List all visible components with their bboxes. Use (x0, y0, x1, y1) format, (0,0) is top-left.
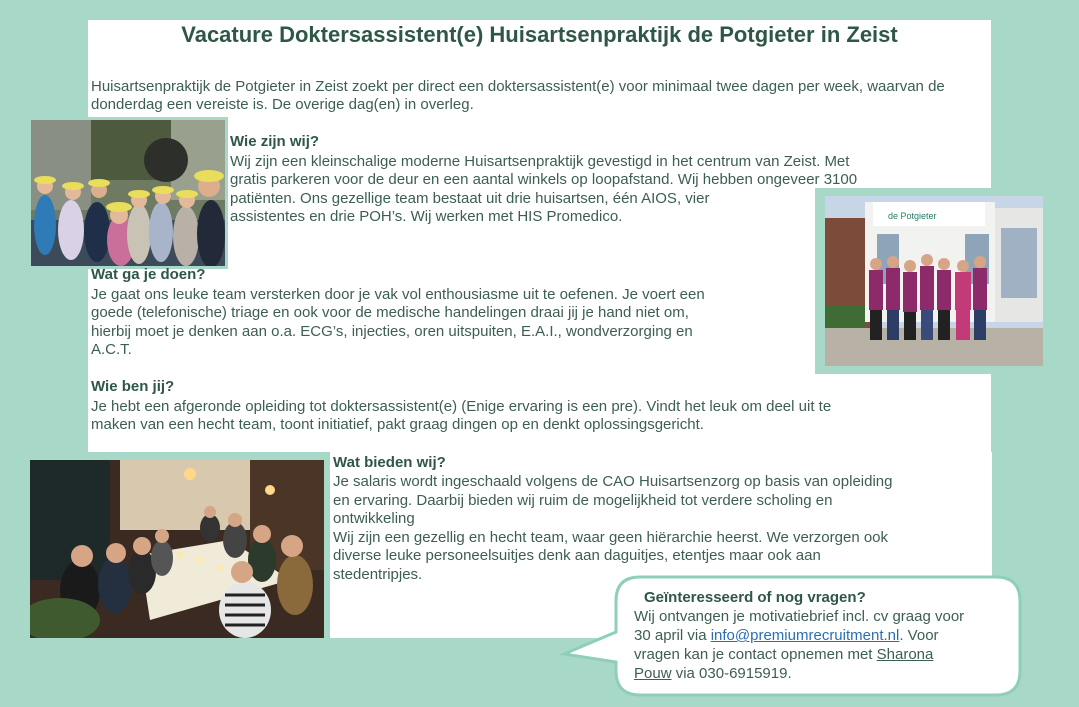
section-line: Wij zijn een gezellig en hecht team, waar geen hiërarchie heerst. We verzorgen ook (333, 529, 889, 546)
section-line: maken van een hecht team, toont initiatief, pakt graag dingen op en denkt oplossingsgericht. (91, 416, 704, 433)
section-line: goede (telefonische) triage en ook voor de medische handelingen draai jij je hand niet om, (91, 304, 689, 321)
section-heading-wie-ben-jij: Wie ben jij? (91, 378, 175, 395)
contact-line-3 (634, 646, 933, 664)
contact-line-1: Wij ontvangen je motivatiebrief incl. cv graag voor (634, 608, 965, 625)
section-line: gratis parkeren voor de deur en een aantal winkels op loopafstand. Wij hebben ongeveer 3100 (230, 171, 858, 188)
section-heading-wat-ga-je-doen: Wat ga je doen? (91, 266, 206, 283)
section-line: Je gaat ons leuke team versterken door je vak vol enthousiasme uit te oefenen. Je voert een (91, 286, 705, 303)
contact-line-3-prefix: vragen kan je contact opnemen met (634, 646, 877, 663)
contact-heading: Geïnteresseerd of nog vragen? (644, 589, 866, 606)
contact-name-link[interactable]: Pouw (634, 665, 672, 682)
section-heading-wat-bieden-wij: Wat bieden wij? (333, 454, 446, 471)
team-building-photo (815, 188, 1045, 374)
section-line: Je hebt een afgeronde opleiding tot doktersassistent(e) (Enige ervaring is een pre). Vindt het leuk om deel uit te (91, 398, 832, 415)
section-heading-wie-zijn-wij: Wie zijn wij? (230, 133, 320, 150)
intro-text: Huisartsenpraktijk de Potgieter in Zeist zoekt per direct een doktersassistent(e) voor minimaal twee dagen per week, waarvan de donderdag een vereiste is. De overige dag(en) in overleg. (91, 78, 945, 113)
team-dinner-photo (30, 460, 324, 638)
contact-name-link[interactable]: Sharona (876, 646, 934, 663)
section-line: assistentes en drie POH’s. Wij werken met HIS Promedico. (230, 208, 623, 225)
contact-phone-text: via 030-6915919. (671, 665, 792, 682)
section-line: diverse leuke personeelsuitjes denk aan daguitjes, etentjes maar ook aan (333, 547, 821, 564)
contact-line-4 (634, 665, 792, 683)
team-outdoor-photo (28, 117, 228, 269)
contact-bubble (560, 574, 1024, 700)
section-line: Wij zijn een kleinschalige moderne Huisartsenpraktijk gevestigd in het centrum van Zeist. Met (230, 153, 850, 170)
contact-line-2 (634, 627, 939, 645)
section-line: en ervaring. Daarbij bieden wij ruim de mogelijkheid tot verdere scholing en (333, 492, 833, 509)
section-line: Je salaris wordt ingeschaald volgens de CAO Huisartsenzorg op basis van opleiding (333, 473, 893, 490)
section-line: hierbij moet je denken aan o.a. ECG’s, injecties, oren uitspuiten, E.A.I., wondverzorging en (91, 323, 693, 340)
page-title: Vacature Doktersassistent(e) Huisartsenpraktijk de Potgieter in Zeist (181, 22, 898, 47)
contact-line-2-prefix: 30 april via (634, 627, 711, 644)
section-line: stedentripjes. (333, 566, 423, 583)
section-line: ontwikkeling (333, 510, 415, 527)
section-line: A.C.T. (91, 341, 132, 358)
contact-line-2-suffix: . Voor (899, 627, 939, 644)
section-line: patiënten. Ons gezellige team bestaat uit drie huisartsen, één AIOS, vier (230, 190, 710, 207)
building-sign-text: de Potgieter (888, 211, 937, 221)
email-link[interactable]: info@premiumrecruitment.nl (710, 627, 900, 644)
